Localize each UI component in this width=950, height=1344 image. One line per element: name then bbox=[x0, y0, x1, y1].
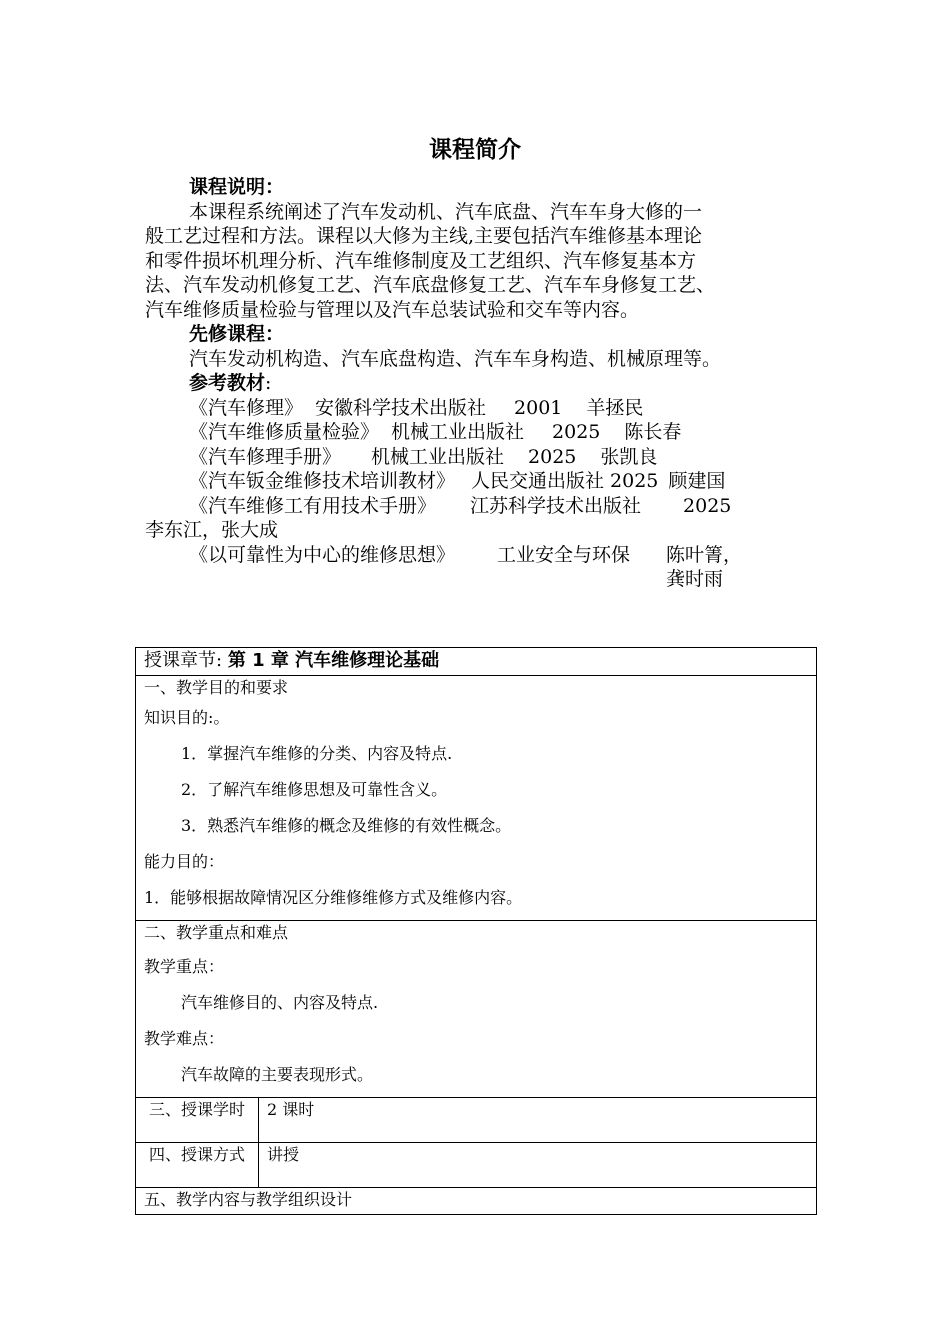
knowledge-item: 2．了解汽车维修思想及可靠性含义。 bbox=[181, 780, 448, 799]
lesson-table bbox=[135, 647, 817, 1215]
section-title: 二、教学重点和难点 bbox=[144, 923, 289, 942]
reference-item bbox=[145, 445, 815, 470]
reference-author: 顾建国 bbox=[668, 470, 726, 492]
ability-label: 能力目的： bbox=[144, 852, 225, 871]
content-design-title: 五、教学内容与教学组织设计 bbox=[136, 1188, 817, 1215]
references-heading-colon: : bbox=[265, 372, 272, 394]
reference-year: 2025 bbox=[552, 421, 601, 443]
reference-publisher: 安徽科学技术出版社 bbox=[315, 396, 487, 419]
reference-item bbox=[145, 469, 815, 494]
reference-book: 《汽车钣金维修技术培训教材》 bbox=[189, 470, 456, 492]
reference-publisher: 人民交通出版社 bbox=[471, 470, 605, 492]
reference-year: 2025 bbox=[528, 445, 577, 468]
description-heading: 课程说明： bbox=[189, 176, 285, 198]
prerequisite-heading: 先修课程： bbox=[189, 323, 285, 345]
reference-book: 《汽车维修质量检验》 bbox=[189, 421, 380, 443]
description-line: 般工艺过程和方法。课程以大修为主线,主要包括汽车维修基本理论 bbox=[145, 225, 703, 247]
knowledge-label: 知识目的:。 bbox=[144, 708, 230, 727]
section-title: 一、教学目的和要求 bbox=[144, 678, 289, 697]
course-intro bbox=[145, 175, 815, 592]
method-label: 四、授课方式 bbox=[136, 1143, 259, 1188]
ability-item: 1．能够根据故障情况区分维修维修方式及维修内容。 bbox=[144, 888, 523, 907]
reference-author: 陈叶箐，龚时雨 bbox=[666, 543, 743, 590]
reference-book: 《汽车修理》 bbox=[189, 396, 304, 419]
reference-item bbox=[145, 396, 815, 421]
hours-value: 2 课时 bbox=[259, 1098, 817, 1143]
reference-year: 2001 bbox=[514, 396, 563, 419]
reference-item bbox=[145, 494, 815, 519]
difficult-label: 教学难点： bbox=[144, 1029, 225, 1048]
reference-author: 陈长春 bbox=[624, 421, 682, 443]
reference-author: 羊拯民 bbox=[586, 396, 644, 419]
key-label: 教学重点： bbox=[144, 957, 225, 976]
keypoints-section bbox=[136, 921, 817, 1098]
chapter-prefix: 授课章节: bbox=[144, 650, 223, 671]
references-heading-text: 参考教材 bbox=[189, 372, 266, 394]
reference-author-continued: 李东江，张大成 bbox=[145, 519, 279, 541]
reference-publisher: 工业安全与环保 bbox=[497, 543, 631, 566]
knowledge-item: 3．熟悉汽车维修的概念及维修的有效性概念。 bbox=[181, 816, 512, 835]
chapter-cell bbox=[136, 648, 817, 676]
reference-item bbox=[145, 543, 815, 592]
objectives-section bbox=[136, 676, 817, 921]
reference-publisher: 机械工业出版社 bbox=[391, 421, 525, 443]
key-text: 汽车维修目的、内容及特点. bbox=[181, 993, 379, 1012]
description-line: 汽车维修质量检验与管理以及汽车总装试验和交车等内容。 bbox=[145, 298, 640, 321]
reference-publisher: 机械工业出版社 bbox=[371, 445, 505, 468]
description-line: 本课程系统阐述了汽车发动机、汽车底盘、汽车车身大修的一 bbox=[189, 200, 703, 223]
description-line: 和零件损坏机理分析、汽车维修制度及工艺组织、汽车修复基本方 bbox=[145, 249, 697, 272]
description-line: 法、汽车发动机修复工艺、汽车底盘修复工艺、汽车车身修复工艺、 bbox=[145, 274, 716, 296]
reference-year: 2025 bbox=[610, 470, 659, 492]
prerequisite-text: 汽车发动机构造、汽车底盘构造、汽车车身构造、机械原理等。 bbox=[189, 347, 722, 370]
reference-author: 张凯良 bbox=[600, 445, 658, 468]
reference-item bbox=[145, 420, 815, 445]
method-value: 讲授 bbox=[259, 1143, 817, 1188]
difficult-text: 汽车故障的主要表现形式。 bbox=[181, 1065, 374, 1084]
page-title: 课程简介 bbox=[429, 137, 521, 163]
reference-year: 2025 bbox=[683, 494, 732, 517]
knowledge-item: 1．掌握汽车维修的分类、内容及特点. bbox=[181, 744, 453, 763]
chapter-title: 第 1 章 汽车维修理论基础 bbox=[227, 650, 440, 671]
references-heading bbox=[145, 371, 815, 396]
hours-label: 三、授课学时 bbox=[136, 1098, 259, 1143]
reference-publisher: 江苏科学技术出版社 bbox=[470, 494, 642, 517]
reference-book: 《汽车维修工有用技术手册》 bbox=[189, 494, 437, 517]
reference-book: 《以可靠性为中心的维修思想》 bbox=[189, 543, 456, 566]
reference-book: 《汽车修理手册》 bbox=[189, 445, 342, 468]
